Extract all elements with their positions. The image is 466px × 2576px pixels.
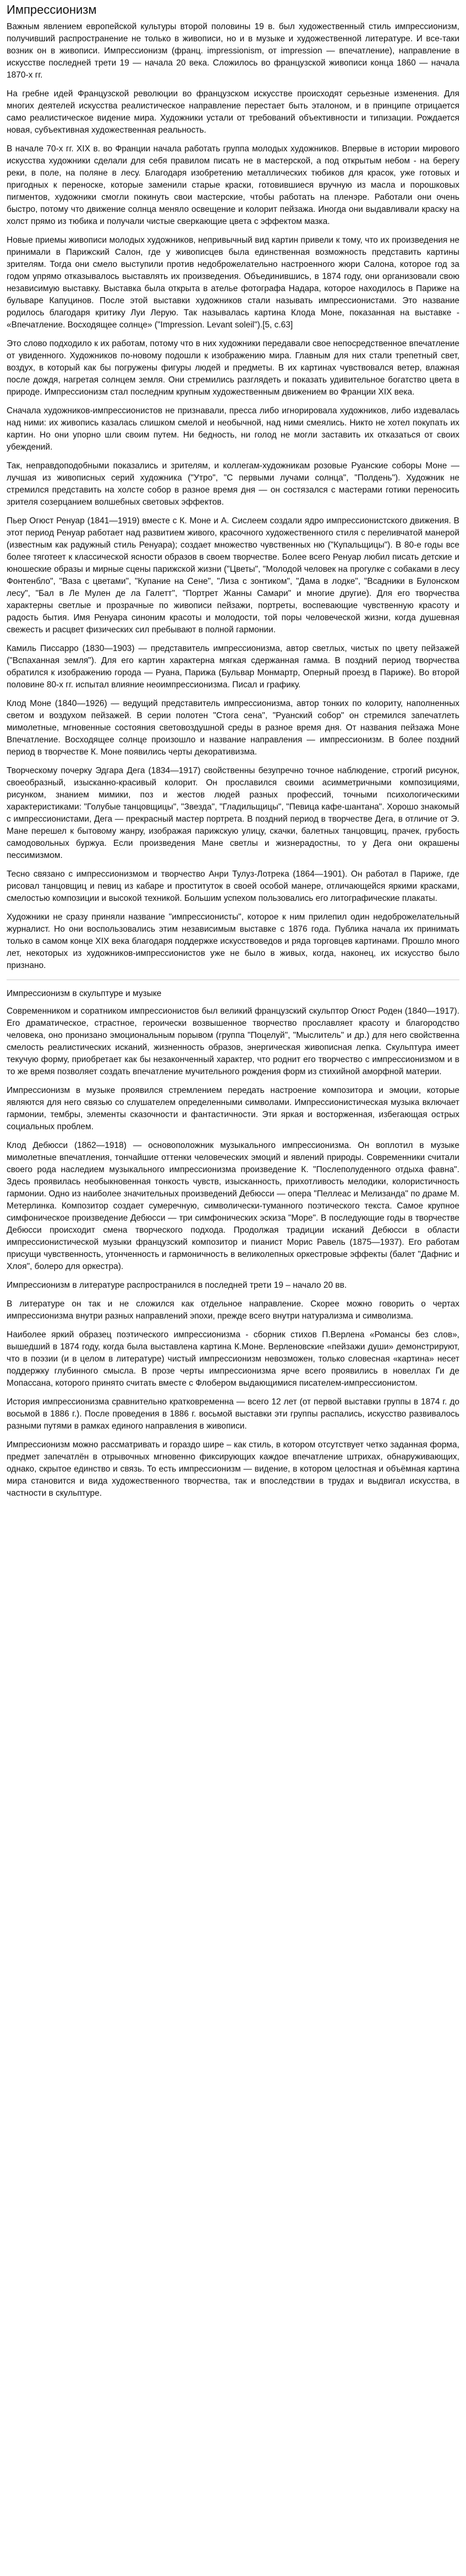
paragraph: Так, неправдоподобными показались и зрителям, и коллегам-художникам розовые Руанские соборы Моне — лучшая из живописных серий художника ("Утро", "С первыми лучами солнца", "Полдень"). Художник не стремился представить на холсте собор в разное время дня — он состязался с мастерами готики переносить зрителя созерцанием волшебных световых эффектов. — [7, 461, 459, 507]
paragraph: Важным явлением европейской культуры второй половины 19 в. был художественный стиль импрессионизм, получивший распространение не только в живописи, но и в музыке и художественной литературе. И все-таки возник он в живописи. Импрессионизм (франц. impressionism, от impression — впечатление), направление в искусстве последней трети 19 — начала 20 века. Сложилось во французской живописи конца 1860 — начала 1870-х гг. — [7, 22, 459, 80]
paragraph: Импрессионизм в литературе распространился в последней трети 19 – начало 20 вв. — [7, 1281, 347, 1290]
paragraph: Это слово подходило к их работам, потому что в них художники передавали свое непосредственное впечатление от увиденного. Художников по-новому подошли к изображению мира. Главным для них стали трепетный свет, воздух, в который как бы погружены фигуры людей и предметы. В их картинах чувствовался ветер, влажная после дождя, нагретая солнцем земля. Они стремились разглядеть и показать удивительное богатство цвета в природе. Импрессионизм стал последним крупным художественным движением во Франции XIX века. — [7, 339, 459, 397]
paragraph: Пьер Огюст Ренуар (1841—1919) вместе с К. Моне и А. Сислеем создали ядро импрессионистского движения. В этот период Ренуар работает над развитием живого, красочного художественного стиля с переливчатой манерой (известным как радужный стиль Ренуара); создает множество чувственных ню ("Купальщицы"). В 80-е годы все более тяготеет к классической ясности образов в своем творчестве. Более всего Ренуар любил писать детские и юношеские образы и мирные сцены парижской жизни ("Цветы", "Молодой человек на прогулке с собаками в лесу Фонтенбло", "Ваза с цветами", "Купание на Сене", "Лиза с зонтиком", "Дама в лодке", "Всадники в Булонском лесу", "Бал в Ле Мулен де ла Галетт", "Портрет Жанны Самари" и многие другие). Для его творчества характерны светлые и прозрачные по живописи пейзажи, портреты, воспевающие чувственную красоту и радость бытия. Имя Ренуара синоним красоты и молодости, той поры человеческой жизни, когда душевная свежесть и расцвет физических сил пребывают в полной гармонии. — [7, 516, 459, 635]
paragraph: В начале 70-х гг. XIX в. во Франции начала работать группа молодых художников. Впервые в истории мирового искусства художники сделали для себя правилом писать не в мастерской, а под открытым небом - на берегу реки, в поле, на поляне в лесу. Благодаря изобретению металлических тюбиков для красок, уже готовых и пригодных к переноске, которые заменили старые краски, готовившиеся вручную из масла и порошковых пигментов, художники смогли покинуть свои мастерские, чтобы работать на пленэре. Работали они очень быстро, потому что движение солнца меняло освещение и колорит пейзажа. Иногда они выдавливали краску на холст прямо из тюбика и получали чистые сверкающие цвета с эффектом мазка. — [7, 144, 459, 226]
paragraph: Импрессионизм в музыке проявился стремлением передать настроение композитора и эмоции, которые являются для него связью со слушателем определенными символами. Импрессионистическая музыка включает гармонии, тембры, элементы сказочности и фантастичности. Эти яркая и восторженная, избегающая острых социальных проблем. — [7, 1086, 459, 1131]
paragraph: Творческому почерку Эдгара Дега (1834—1917) свойственны безупречно точное наблюдение, строгий рисунок, своеобразный, изысканно-красивый колорит. Он прославился своими асимметричными композициями, рисунком, знанием мимики, поз и жестов людей разных профессий, точными психологическими характеристиками: "Голубые танцовщицы", "Звезда", "Гладильщицы", "Певица кафе-шантана". Хорошо знакомый с импрессионистами, Дега — прекрасный мастер портрета. В поздний период в творчестве Дега, в отличие от Э. Мане перешел к бытовому жанру, изображая парижскую улицу, скачки, балетных танцовщиц, прачек, грубость самодовольных буржуа. Если произведения Мане светлы и жизнерадостны, то у Дега они окрашены пессимизмом. — [7, 766, 459, 860]
paragraph: На гребне идей Французской революции во французском искусстве происходят серьезные изменения. Для многих деятелей искусства реалистическое направление перестает быть эталоном, и в принципе отрицается само реалистическое видение мира. Художники устали от требований объективности и типизации. Рождается новая, субъективная художественная реальность. — [7, 89, 459, 135]
section-main — [7, 21, 459, 972]
paragraph: Тесно связано с импрессионизмом и творчество Анри Тулуз-Лотрека (1864—1901). Он работал в Париже, где рисовал танцовщиц и певиц из кабаре и проституток в своей особой манере, отличающейся яркими красками, смелостью композиции и высокой техникой. Большим успехом пользовались его литографические плакаты. — [7, 869, 459, 903]
paragraph: Камиль Писсарро (1830—1903) — представитель импрессионизма, автор светлых, чистых по цвету пейзажей ("Вспаханная земля"). Для его картин характерна мягкая сдержанная гамма. В поздний период творчества обратился к изображению города — Руана, Парижа (Бульвар Монмартр, Оперный проезд в Париже). Во второй половине 80-х гг. испытал влияние неоимпрессионизма. Писал и графику. — [7, 644, 459, 690]
paragraph: Новые приемы живописи молодых художников, непривычный вид картин привели к тому, что их произведения не принимали в Парижский Салон, где у живописцев была единственная возможность представить картины зрителям. Тогда они смело выступили против недоброжелательно настроенного жюри Салона, которое год за годом упрямо отказывалось выставлять их произведения. Объединившись, в 1874 году, они организовали свою независимую выставку. Выставка была открыта в ателье фотографа Надара, которое находилось в Париже на бульваре Капуцинов. После этой выставки художников стали называть импрессионистами. Это название родилось благодаря критику Луи Лерую. Так называлась картина Клода Моне, показанная на выставке - «Впечатление. Восходящее солнце» ("Impression. Levant soleil").[5, с.63] — [7, 236, 459, 330]
paragraph: Клод Дебюсси (1862—1918) — основоположник музыкального импрессионизма. Он воплотил в музыке мимолетные впечатления, тончайшие оттенки человеческих эмоций и явлений природы. Современники считали своего рода наследием музыкального импрессионизма произведение К. "Послеполуденного отдыха фавна". Здесь проявилась необыкновенная тонкость чувств, изысканность, прихотливость мелодики, колористичность гармонии. Одно из наиболее значительных произведений Дебюсси — опера "Пеллеас и Мелизанда" по драме М. Метерлинка. Композитор создает сумеречную, символически-туманного поэтического текста. Самое крупное симфоническое произведение Дебюсси — три симфонических эскиза "Море". В последующие годы в творчестве Дебюсси происходит смена творческого подхода. Продолжая традиции исканий Дебюсси в области импрессионистической музыки французский композитор и пианист Морис Равель (1875—1937). Его работам присущи чувственность, утонченность и гармоничность в великолепных оркестровые эффекты (балет "Дафнис и Хлоя", болеро для оркестра). — [7, 1141, 459, 1271]
paragraph: Сначала художников-импрессионистов не признавали, пресса либо игнорировала художников, либо издевалась над ними: их живопись казалась слишком смелой и необычной, над ними смеялись. Никто не хотел покупать их картин. Но они упорно шли своим путем. Ни бедность, ни голод не могли заставить их отказаться от своих убеждений. — [7, 406, 459, 452]
section-sculpture-music — [7, 988, 459, 1500]
paragraph: Художники не сразу приняли название "импрессионисты", которое к ним прилепил один недоброжелательный журналист. Но они воспользовались этим независимым выставке с 1876 года. Публика начала их принимать только в самом конце XIX века благодаря поддержке искусствоведов и ряда торговцев картинами. Прошло много лет, некоторых из художников-импрессионистов уже не было в живых, когда, наконец, их искусство было признано. — [7, 912, 459, 970]
paragraph: Наиболее яркий образец поэтического импрессионизма - сборник стихов П.Верлена «Романсы без слов», вышедший в 1874 году, когда была выставлена картина К.Моне. Верленовские «пейзажи души» демонстрируют, что в поэзии (и в целом в литературе) чистый импрессионизм невозможен, только словесная «картина» несет поддержку глубинного смысла. В прозе черты импрессионизма ярче всего проявились в новеллах Ги де Мопассана, которого принято считать вместе с Флобером выдающимися писателем-импрессионистом. — [7, 1330, 459, 1388]
paragraph: Клод Моне (1840—1926) — ведущий представитель импрессионизма, автор тонких по колориту, наполненных светом и воздухом пейзажей. В серии полотен "Стога сена", "Руанский собор" он стремился запечатлеть мимолетные, мгновенные состояния световоздушной среды в разное время дня. От названия пейзажа Моне Впечатление. Восходящее солнце произошло и название направления — импрессионизм. В более поздний период в творчестве К. Моне появились черты декоративизма. — [7, 699, 459, 757]
paragraph: Импрессионизм можно рассматривать и гораздо шире – как стиль, в котором отсутствует четко заданная форма, предмет запечатлён в отрывочных мгновенно фиксирующих каждое впечатление штрихах, обнаруживающих, однако, скрытое единство и связь. То есть импрессионизм — видение, в котором целостная и объёмная картина мира становится и вида художественного творчества, так и впоследствии в трудах и выдвигал искусства, в частности в скульптуре. — [7, 1440, 459, 1498]
paragraph: В литературе он так и не сложился как отдельное направление. Скорее можно говорить о чертах импрессионизма внутри разных направлений эпохи, прежде всего внутри натурализма и символизма. — [7, 1299, 459, 1321]
article-title: Импрессионизм — [7, 3, 97, 17]
section-heading: Импрессионизм в скульптуре и музыке — [7, 989, 162, 998]
paragraph: Современником и соратником импрессионистов был великий французский скульптор Огюст Роден (1840—1917). Его драматическое, страстное, героически возвышенное творчество прославляет красоту и благородство человека, оно пронизано эмоциональным порывом (группа "Поцелуй", "Мыслитель" и др.) для него свойственна смелость реалистических исканий, жизненность образов, энергическая живописная лепка. Скульптура имеет текучую форму, приобретает как бы незаконченный характер, что роднит его творчество с импрессионизмом и в то же время позволяет создать впечатление мучительного рождения форм из стихийной аморфной материи. — [7, 1007, 459, 1076]
paragraph: История импрессионизма сравнительно кратковременна — всего 12 лет (от первой выставки группы в 1874 г. до восьмой в 1886 г.). После проведения в 1886 г. восьмой выставки эти группы распались, искусство развивалось разными путями в рамках единого направления в живописи. — [7, 1397, 459, 1431]
